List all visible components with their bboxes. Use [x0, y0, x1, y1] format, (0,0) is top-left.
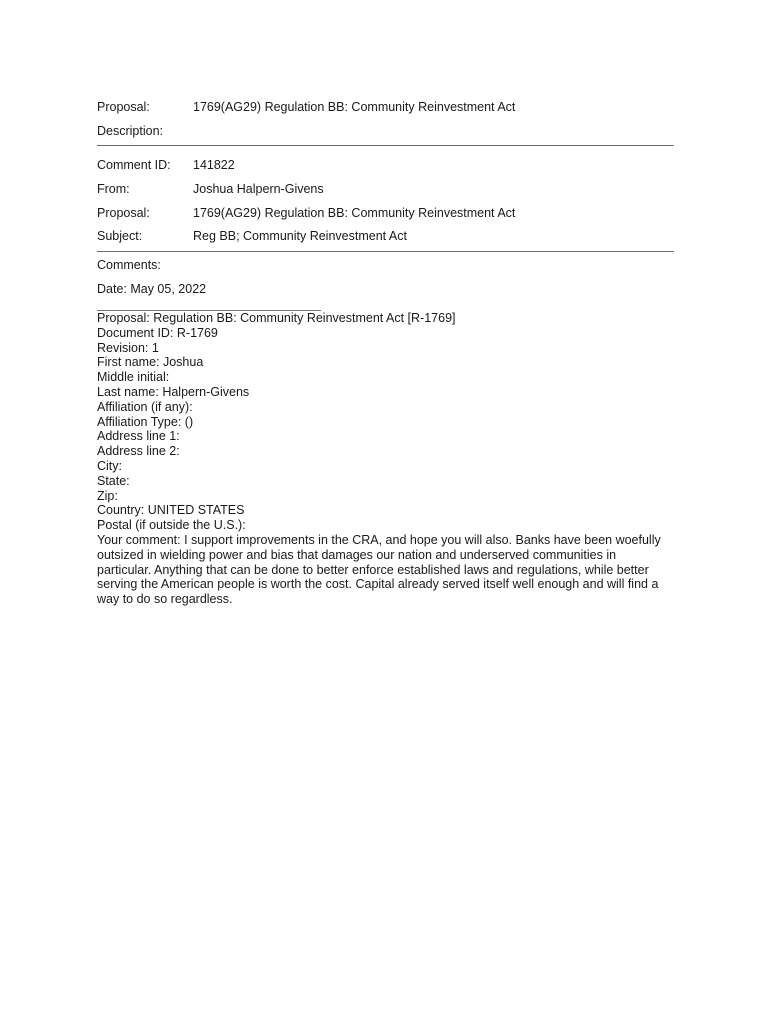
- header-proposal-label: Proposal:: [97, 100, 150, 114]
- comment-id-value: 141822: [193, 158, 235, 172]
- proposal-row: [97, 205, 674, 221]
- subject-value: Reg BB; Community Reinvestment Act: [193, 229, 407, 243]
- comment-line: Document ID: R-1769: [97, 325, 218, 340]
- comment-line: Postal (if outside the U.S.):: [97, 518, 246, 533]
- header-description-row: [97, 123, 674, 139]
- comment-line: Proposal: Regulation BB: Community Reinvestment Act [R-1769]: [97, 311, 456, 325]
- comment-line: State:: [97, 473, 130, 488]
- header-proposal-row: [97, 99, 674, 115]
- proposal-label: Proposal:: [97, 206, 150, 220]
- comment-line: Address line 1:: [97, 429, 180, 444]
- comment-date: Date: May 05, 2022: [97, 282, 207, 296]
- comment-line: Address line 2:: [97, 444, 180, 459]
- comment-line: Revision: 1: [97, 340, 159, 355]
- comment-line: Affiliation (if any):: [97, 399, 193, 414]
- subject-label: Subject:: [97, 229, 143, 243]
- from-label: From:: [97, 182, 130, 196]
- from-value: Joshua Halpern-Givens: [193, 182, 324, 196]
- subject-row: [97, 228, 674, 244]
- comment-id-row: [97, 157, 674, 173]
- comment-line: City:: [97, 458, 122, 473]
- comment-line: Middle initial:: [97, 370, 170, 385]
- comments-label: Comments:: [97, 258, 161, 272]
- comment-id-label: Comment ID:: [97, 158, 171, 172]
- comment-line: Affiliation Type: (): [97, 414, 194, 429]
- header-description-label: Description:: [97, 124, 163, 138]
- divider-top: [97, 145, 674, 146]
- comment-line: Zip:: [97, 488, 118, 503]
- header-proposal-value: 1769(AG29) Regulation BB: Community Reinvestment Act: [193, 100, 516, 114]
- comment-body: [97, 311, 669, 607]
- your-comment-text: Your comment: I support improvements in the CRA, and hope you will also. Banks have been woefully outsized in wielding power and bias that damages our nation and underserved communities in particular. Anything that can be done to better enforce established laws and regulations, while better serving the American people is worth the cost. Capital already served itself well enough and will find a way to do so regardless.: [97, 532, 661, 607]
- comment-line: First name: Joshua: [97, 355, 204, 370]
- comment-line: Last name: Halpern-Givens: [97, 384, 250, 399]
- proposal-value: 1769(AG29) Regulation BB: Community Reinvestment Act: [193, 206, 516, 220]
- divider-bottom: [97, 251, 674, 252]
- from-row: [97, 181, 674, 197]
- comment-line: Country: UNITED STATES: [97, 503, 245, 518]
